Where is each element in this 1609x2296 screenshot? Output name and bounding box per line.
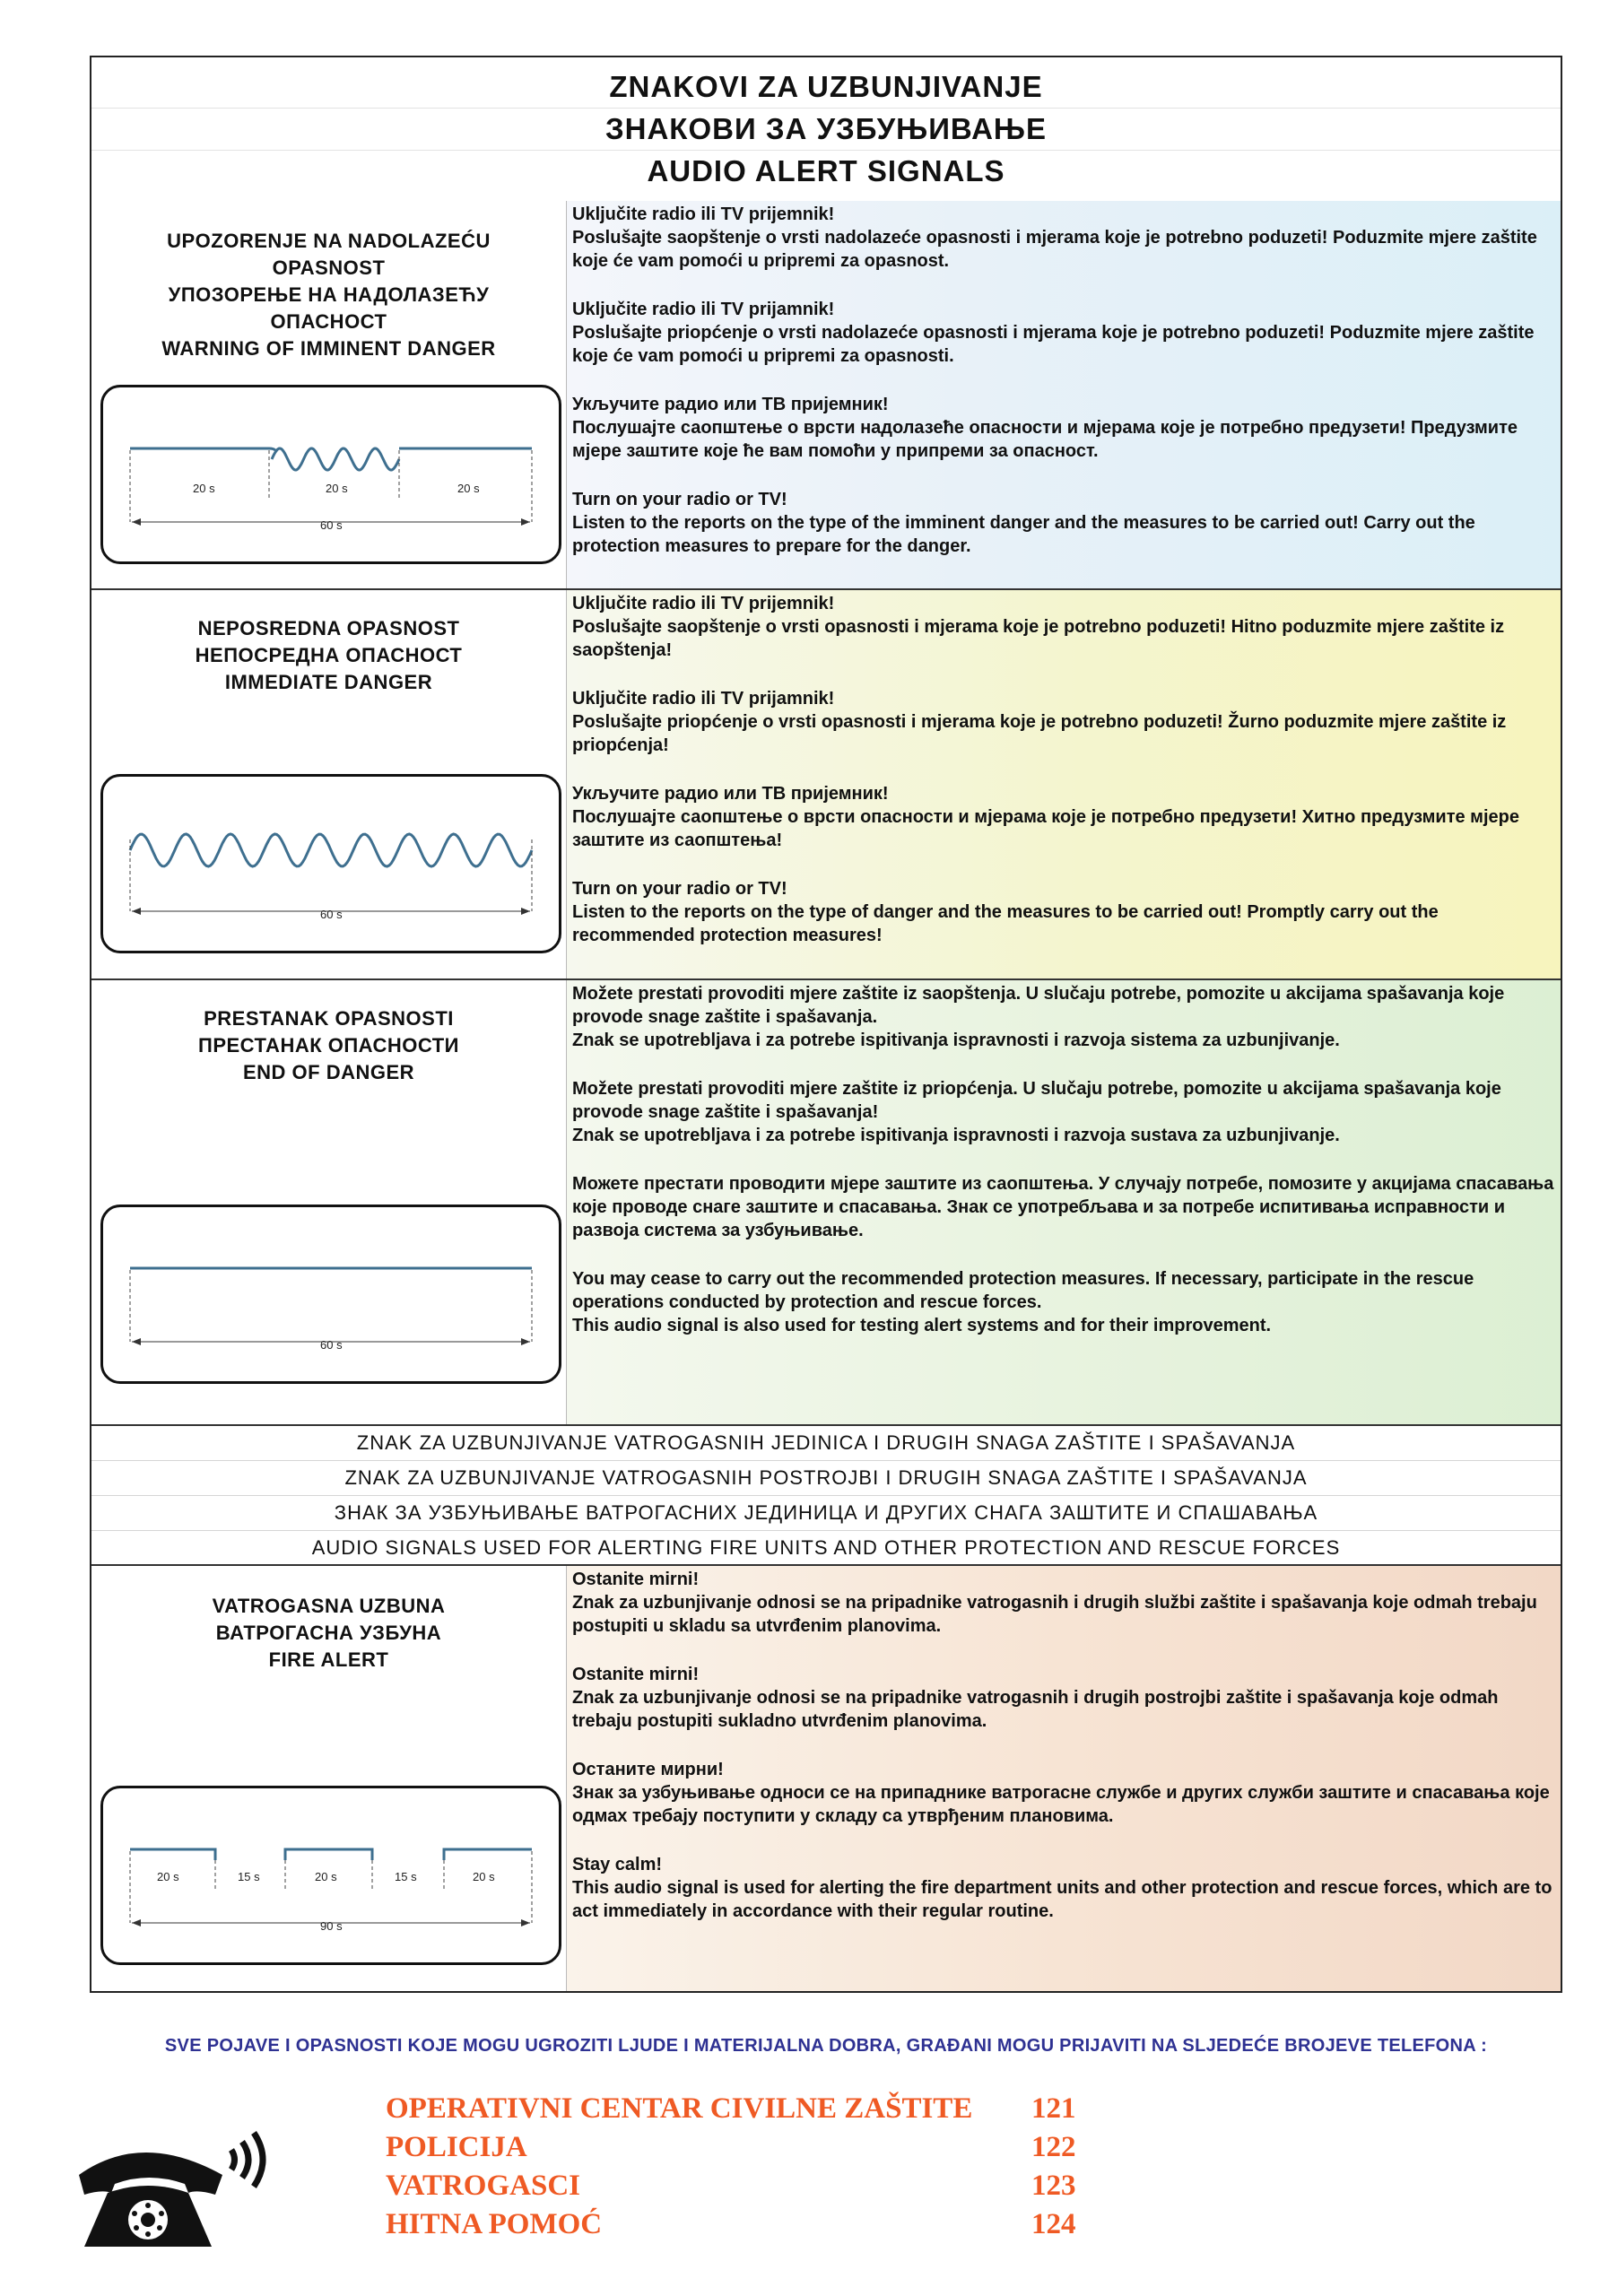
section-title: NEPOSREDNA OPASNOST xyxy=(197,617,460,639)
telephone-icon xyxy=(70,2108,276,2260)
instruction-paragraph: Uključite radio ili TV prijemnik! Poslušajte saopštenje o vrsti opasnosti i mjerama koje je potrebno poduzeti! Hitno poduzmite mjere zaštite iz saopštenja! xyxy=(572,594,1505,660)
section-immediate xyxy=(91,590,1561,980)
total-label: 60 s xyxy=(320,518,343,532)
instruction-paragraph: Turn on your radio or TV! Listen to the reports on the type of the imminent danger and the measures to be carried out! Carry out the protection measures to prepare for the danger. xyxy=(572,490,1475,556)
phone-number: 123 xyxy=(1031,2170,1076,2202)
report-note: SVE POJAVE I OPASNOSTI KOJE MOGU UGROZITI LJUDE I MATERIJALNA DOBRA, GRAĐANI MOGU PRIJAVITI NA SLJEDEĆE BROJEVE TELEFONA : xyxy=(164,2036,1488,2056)
phone-row xyxy=(386,2090,1193,2128)
phone-list xyxy=(386,2090,1193,2244)
title-latin: ZNAKOVI ZA UZBUNJIVANJE xyxy=(91,66,1561,109)
phone-name: POLICIJA xyxy=(386,2131,527,2163)
segment-label: 20 s xyxy=(193,482,215,495)
segment-label: 20 s xyxy=(473,1870,495,1883)
instruction-paragraph: Останите мирни! Знак за узбуњивање односи се на припаднике ватрогасне службе и других служби заштите и спасавања које одмах требају поступити у складу са утврђеним плановима. xyxy=(572,1760,1550,1826)
phone-row xyxy=(386,2205,1193,2244)
fire-heading-line: ЗНАК ЗА УЗБУЊИВАЊЕ ВАТРОГАСНИХ ЈЕДИНИЦА И ДРУГИХ СНАГА ЗАШТИТЕ И СПАШАВАЊА xyxy=(91,1496,1561,1531)
title-english: AUDIO ALERT SIGNALS xyxy=(647,154,1005,187)
fire-heading xyxy=(91,1426,1561,1566)
section-title: FIRE ALERT xyxy=(268,1648,389,1671)
phone-number: 122 xyxy=(1031,2131,1076,2163)
section-end-text xyxy=(567,980,1561,1424)
wave-warning xyxy=(103,387,559,561)
instruction-paragraph: Ostanite mirni! Znak za uzbunjivanje odnosi se na pripadnike vatrogasnih i drugih postrojbi zaštite i spašavanja koje odmah trebaju postupiti sukladno utvrđenim planovima. xyxy=(572,1665,1499,1731)
instruction-paragraph: Uključite radio ili TV prijamnik! Poslušajte priopćenje o vrsti nadolazeće opasnosti i mjerama koje je potrebno poduzeti! Poduzmite mjere zaštite koje će vam pomoći u pripremi za opasnosti. xyxy=(572,300,1535,366)
section-immediate-left xyxy=(91,590,567,978)
wave-end xyxy=(103,1207,559,1381)
signal-diagram xyxy=(100,1786,561,1965)
section-immediate-text xyxy=(567,590,1561,978)
instruction-paragraph: Uključite radio ili TV prijemnik! Poslušajte saopštenje o vrsti nadolazeće opasnosti i mjerama koje je potrebno poduzeti! Poduzmite mjere zaštite koje će vam pomoći u pripremi za opasnost. xyxy=(572,204,1537,271)
segment-label: 20 s xyxy=(326,482,348,495)
section-title: PRESTANAK OPASNOSTI xyxy=(204,1007,454,1030)
phone-row xyxy=(386,2167,1193,2205)
instruction-paragraph: Укључите радио или ТВ пријемник! Послушајте саопштење о врсти опасности и мјерама које је потребно предузети! Хитно предузмите мјере заштите из саопштења! xyxy=(572,784,1519,850)
signal-diagram xyxy=(100,1205,561,1384)
instruction-paragraph: Укључите радио или ТВ пријемник! Послушајте саопштење о врсти надолазеће опасности и мјерама које је потребно предузети! Предузмите мјере заштите које ће вам помоћи у припреми за опасност. xyxy=(572,395,1518,461)
section-end-left xyxy=(91,980,567,1424)
phone-number: 121 xyxy=(1031,2092,1076,2125)
title-cyrillic: ЗНАКОВИ ЗА УЗБУЊИВАЊЕ xyxy=(91,109,1561,151)
total-label: 90 s xyxy=(320,1919,343,1933)
instruction-paragraph: Uključite radio ili TV prijamnik! Poslušajte priopćenje o vrsti opasnosti i mjerama koje je potrebno poduzeti! Žurno poduzmite mjere zaštite iz priopćenja! xyxy=(572,689,1507,755)
alert-signals-sheet xyxy=(90,56,1562,1993)
fire-heading-line: ZNAK ZA UZBUNJIVANJE VATROGASNIH JEDINICA I DRUGIH SNAGA ZAŠTITE I SPAŠAVANJA xyxy=(91,1426,1561,1461)
section-title: END OF DANGER xyxy=(242,1061,415,1083)
section-fire-left xyxy=(91,1566,567,1991)
total-label: 60 s xyxy=(320,908,343,921)
section-title: OPASNOST xyxy=(272,257,386,279)
section-warning xyxy=(91,201,1561,590)
section-end xyxy=(91,980,1561,1426)
section-title: ПРЕСТАНАК ОПАСНОСТИ xyxy=(198,1034,459,1057)
instruction-paragraph: Ostanite mirni! Znak za uzbunjivanje odnosi se na pripadnike vatrogasnih i drugih službi zaštite i spašavanja koje odmah trebaju postupiti u skladu sa utvrđenim planovima. xyxy=(572,1570,1537,1636)
segment-label: 15 s xyxy=(238,1870,260,1883)
phone-name: HITNA POMOĆ xyxy=(386,2208,603,2240)
segment-label: 20 s xyxy=(315,1870,337,1883)
section-title: ВАТРОГАСНА УЗБУНА xyxy=(215,1622,442,1644)
section-title: VATROGASNA UZBUNA xyxy=(212,1595,446,1617)
phone-number: 124 xyxy=(1031,2208,1076,2240)
section-title: НЕПОСРЕДНА ОПАСНОСТ xyxy=(195,644,463,666)
wave-immediate xyxy=(103,777,559,951)
section-title: УПОЗОРЕЊЕ НА НАДОЛАЗЕЋУ xyxy=(168,283,490,306)
fire-heading-lines xyxy=(91,1426,1561,1565)
instruction-paragraph: Stay calm! This audio signal is used for alerting the fire department units and other protection and rescue forces, which are to act immediately in accordance with their regular routine. xyxy=(572,1855,1552,1921)
section-title: UPOZORENJE NA NADOLAZEĆU xyxy=(167,230,491,252)
fire-heading-line: AUDIO SIGNALS USED FOR ALERTING FIRE UNITS AND OTHER PROTECTION AND RESCUE FORCES xyxy=(311,1536,1341,1559)
section-fire-text xyxy=(567,1566,1561,1991)
wave-fire xyxy=(103,1788,559,1962)
segment-label: 20 s xyxy=(157,1870,179,1883)
segment-label: 15 s xyxy=(395,1870,417,1883)
section-title: ОПАСНОСТ xyxy=(270,310,387,333)
phone-name: OPERATIVNI CENTAR CIVILNE ZAŠTITE xyxy=(386,2092,973,2125)
signal-diagram xyxy=(100,385,561,564)
phone-name: VATROGASCI xyxy=(386,2170,580,2202)
segment-label: 20 s xyxy=(457,482,480,495)
total-label: 60 s xyxy=(320,1338,343,1352)
section-title: IMMEDIATE DANGER xyxy=(224,671,433,693)
section-warning-left xyxy=(91,201,567,588)
instruction-paragraph: Možete prestati provoditi mjere zaštite iz priopćenja. U slučaju potrebe, pomozite u akcijama spašavanja koje provode snage zaštite i spašavanja! Znak se upotrebljava i za potrebe ispitivanja ispravnosti i razvoja sustava za uzbunjivanje. xyxy=(572,1079,1501,1145)
phone-row xyxy=(386,2128,1193,2167)
section-fire xyxy=(91,1566,1561,1991)
signal-diagram xyxy=(100,774,561,953)
section-title: WARNING OF IMMINENT DANGER xyxy=(161,337,496,360)
header xyxy=(91,57,1561,203)
fire-heading-line: ZNAK ZA UZBUNJIVANJE VATROGASNIH POSTROJBI I DRUGIH SNAGA ZAŠTITE I SPAŠAVANJA xyxy=(91,1461,1561,1496)
instruction-paragraph: Turn on your radio or TV! Listen to the reports on the type of danger and the measures to be carried out! Promptly carry out the recommended protection measures! xyxy=(572,879,1439,945)
instruction-paragraph: Možete prestati provoditi mjere zaštite iz saopštenja. U slučaju potrebe, pomozite u akcijama spašavanja koje provode snage zaštite i spašavanja. Znak se upotrebljava i za potrebe ispitivanja ispravnosti i razvoja sistema za uzbunjivanje. xyxy=(572,984,1505,1050)
section-warning-text xyxy=(567,201,1561,588)
instruction-paragraph: Можете престати проводити мјере заштите из саопштења. У случају потребе, помозите у акцијама спасавања које проводе снаге заштите и спасавања. Знак се употребљава и за потребе испитивања исправности и развоја система за узбуњивање. xyxy=(572,1174,1554,1240)
instruction-paragraph: You may cease to carry out the recommended protection measures. If necessary, participate in the rescue operations conducted by protection and rescue forces. This audio signal is also used for testing alert systems and for their improvement. xyxy=(572,1269,1474,1335)
